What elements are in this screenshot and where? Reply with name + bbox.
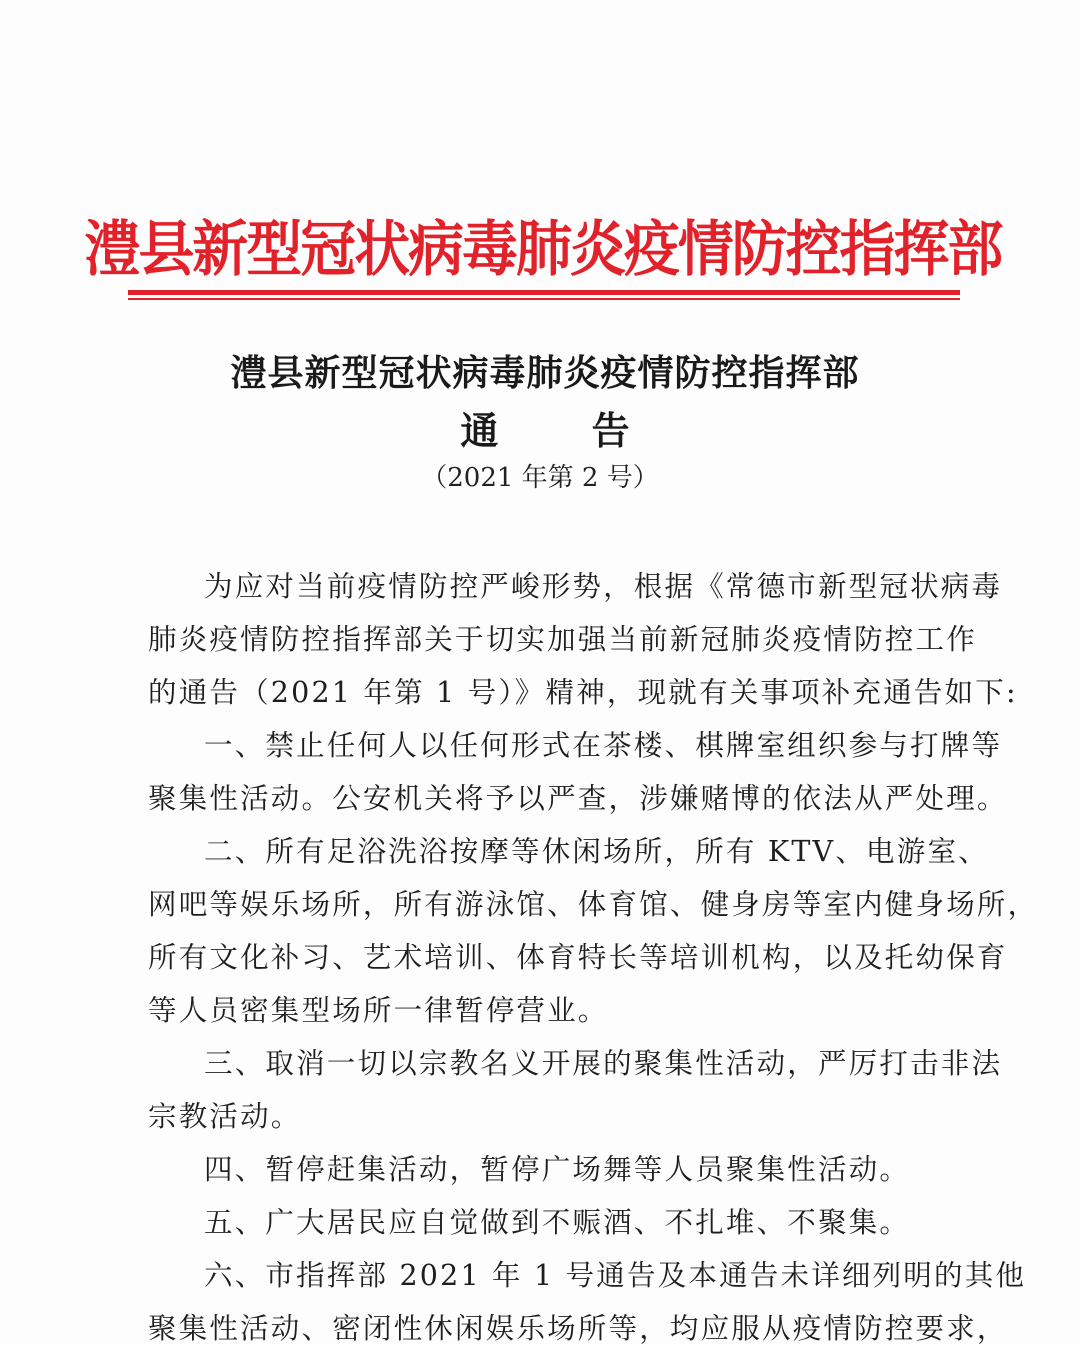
body-line: 肺炎疫情防控指挥部关于切实加强当前新冠肺炎疫情防控工作	[148, 623, 977, 656]
red-divider-thick	[128, 290, 960, 295]
body-line: 六、市指挥部 2021 年 1 号通告及本通告未详细列明的其他	[204, 1259, 1027, 1292]
body-line: 一、禁止任何人以任何形式在茶楼、棋牌室组织参与打牌等	[204, 729, 1003, 762]
body-line: 等人员密集型场所一律暂停营业。	[148, 994, 609, 1027]
body-line: 为应对当前疫情防控严峻形势，根据《常德市新型冠状病毒	[204, 570, 1003, 603]
red-letterhead: 澧县新型冠状病毒肺炎疫情防控指挥部	[84, 215, 1002, 285]
notice-org-title: 澧县新型冠状病毒肺炎疫情防控指挥部	[230, 352, 860, 394]
body-line: 网吧等娱乐场所，所有游泳馆、体育馆、健身房等室内健身场所，	[148, 888, 1039, 921]
notice-type-title: 通 告	[460, 408, 670, 453]
body-line: 二、所有足浴洗浴按摩等休闲场所，所有 KTV、电游室、	[204, 835, 989, 868]
body-line: 五、广大居民应自觉做到不赈酒、不扎堆、不聚集。	[204, 1206, 911, 1239]
body-line: 的通告（2021 年第 1 号）》精神，现就有关事项补充通告如下:	[148, 676, 1018, 709]
body-line: 聚集性活动。公安机关将予以严查，涉嫌赌博的依法从严处理。	[148, 782, 1008, 815]
body-line: 四、暂停赶集活动，暂停广场舞等人员聚集性活动。	[204, 1153, 911, 1186]
notice-number: （2021 年第 2 号）	[421, 463, 659, 493]
body-line: 宗教活动。	[148, 1100, 302, 1133]
body-line: 三、取消一切以宗教名义开展的聚集性活动，严厉打击非法	[204, 1047, 1003, 1080]
body-line: 所有文化补习、艺术培训、体育特长等培训机构，以及托幼保育	[148, 941, 1008, 974]
red-divider-thin	[128, 298, 960, 300]
body-line: 聚集性活动、密闭性休闲娱乐场所等，均应服从疫情防控要求，	[148, 1312, 1008, 1345]
